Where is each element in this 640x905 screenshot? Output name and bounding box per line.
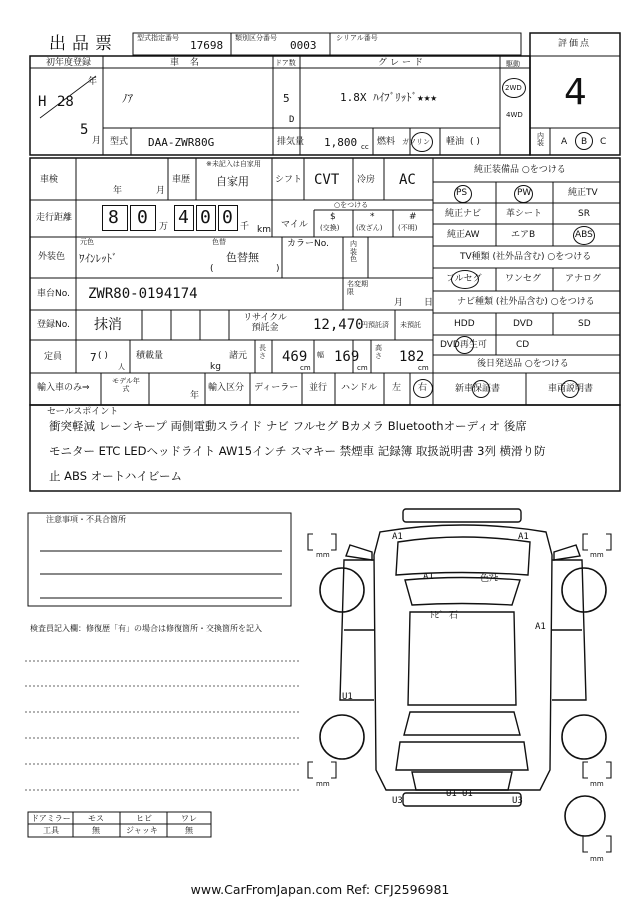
reg-no-label: 登録No.	[37, 320, 70, 330]
chassis-value: ZWR80-0194174	[88, 286, 198, 302]
interior-b: B	[581, 137, 588, 147]
equip-abs-circle	[573, 226, 595, 245]
drive-2wd: 2WD	[505, 84, 522, 92]
navi-cd: CD	[516, 340, 530, 350]
repaint-paren-open: (	[210, 264, 214, 274]
color-label: 外装色	[38, 252, 66, 262]
mirror-label: ドアミラー	[31, 814, 71, 823]
bracket-marks	[308, 534, 611, 852]
repaint-paren-close: )	[276, 264, 280, 274]
height-cm: cm	[418, 364, 429, 372]
docs-header: 後日発送品 ○をつける	[477, 359, 569, 369]
displacement: 1,800	[324, 136, 358, 149]
recycle-none: 未預託	[400, 321, 421, 329]
damage-mark: A1	[392, 532, 403, 542]
circle-note: ○をつける	[334, 201, 369, 209]
tamper-symbol: *	[370, 212, 375, 222]
damage-mark: 色ｱｾ	[480, 574, 499, 584]
color-no-label: カラーNo.	[287, 239, 329, 249]
orig-color: ﾜｲﾝﾚｯﾄﾞ	[79, 252, 118, 265]
mm-unit: mm	[316, 551, 330, 559]
jack-label: ジャッキ	[126, 826, 158, 835]
expiry-month-unit: 月	[394, 298, 404, 308]
interior-a: A	[561, 137, 568, 147]
tv-analog: アナログ	[565, 274, 602, 284]
length-cm: cm	[300, 364, 311, 372]
mileage-digit: 0	[137, 207, 148, 228]
equip-genuine-aw: 純正AW	[447, 230, 480, 240]
serial-label: シリアル番号	[336, 34, 378, 42]
equip-abs: ABS	[575, 230, 593, 240]
model-no-label: 型式指定番号	[137, 34, 179, 42]
handle-left: 左	[392, 383, 402, 393]
dims-label: 諸元	[229, 351, 248, 361]
inspection-label: 車検	[40, 175, 59, 185]
name-expiry-label: 名変期限	[347, 280, 368, 296]
mile-unit: マイル	[281, 220, 308, 230]
doors: 5	[283, 92, 290, 105]
length-value: 469	[282, 349, 308, 365]
drive-2wd-circle	[502, 78, 526, 98]
sales-line-3: 止 ABS オートハイビーム	[49, 469, 182, 483]
grade-label: グレード	[378, 58, 427, 68]
equip-sr: SR	[578, 209, 590, 219]
width-value: 169	[334, 349, 360, 365]
equip-ps: PS	[456, 188, 468, 198]
fuel-diesel: 軽油	[446, 137, 465, 147]
shift-value: CVT	[314, 172, 340, 188]
sales-line-1: 衝突軽減 レーンキープ 両側電動スライド ナビ フルセグ Bカメラ Bluetoothオーディオ 後席	[49, 419, 527, 433]
door-type: D	[289, 115, 295, 125]
unregistered-note: ※未記入は自家用	[206, 160, 261, 168]
sales-label: セールスポイント	[47, 407, 119, 417]
man-unit: 万	[159, 222, 169, 232]
interior-c: C	[600, 137, 607, 147]
docs-manual-circle	[561, 380, 579, 398]
model-year-label: モデル年式	[112, 377, 140, 394]
load-label: 積載量	[136, 351, 164, 361]
damage-mark: U1	[446, 789, 457, 799]
mm-unit: mm	[590, 855, 604, 863]
type: DAA-ZWR80G	[148, 136, 215, 149]
sales-line-2: モニター ETC LEDヘッドライト AW15インチ スマキー 禁煙車 記録簿 取扱説明書 3列 横滑り防	[49, 444, 546, 458]
footer-watermark: www.CarFromJapan.com Ref: CFJ2596981	[190, 882, 450, 897]
width-label: 幅	[317, 351, 324, 359]
damage-mark: A1	[535, 622, 546, 632]
parallel-option: 並行	[309, 383, 328, 393]
tools-label: 工具	[43, 826, 59, 835]
dealer-option: ディーラー	[254, 383, 299, 393]
model-no: 17698	[190, 39, 224, 52]
damage-mark: U3	[512, 796, 523, 806]
recycle-label: リサイクル預託金	[243, 313, 287, 333]
import-type-label: 輸入区分	[208, 383, 245, 393]
tamper-text: (改ざん)	[356, 224, 383, 232]
interior-color-label: 内装色	[350, 240, 357, 264]
navi-hdd: HDD	[454, 319, 475, 329]
equip-pw-circle	[514, 185, 533, 203]
grade: 1.8X ﾊｲﾌﾞﾘｯﾄﾞ★★★	[340, 91, 437, 104]
mileage-digit: 0	[200, 207, 211, 228]
score-value: 4	[564, 72, 587, 113]
handle-label: ハンドル	[341, 383, 378, 393]
km-unit: km	[257, 225, 271, 235]
tv-header: TV種類 (社外品含む) ○をつける	[460, 252, 592, 262]
mm-unit: mm	[316, 780, 330, 788]
expiry-day-unit: 日	[424, 298, 434, 308]
ac-value: AC	[399, 172, 416, 188]
handle-right-circle	[413, 379, 433, 398]
handle-right: 右	[418, 383, 428, 393]
inspection-year-unit: 年	[113, 186, 123, 196]
damage-mark: A1	[518, 532, 529, 542]
mileage-digits	[102, 205, 257, 231]
swap-symbol: $	[330, 212, 336, 222]
shift-label: シフト	[275, 175, 303, 185]
interior-b-circle	[575, 132, 593, 150]
score-label: 評価点	[558, 39, 592, 49]
navi-dvd-play: DVD再生可	[440, 340, 487, 350]
docs-warranty-circle	[472, 380, 490, 398]
damage-mark: U1	[342, 692, 353, 702]
cc-unit: cc	[361, 143, 369, 151]
form-title: 出品票	[49, 34, 118, 54]
import-label: 輸入車のみ⇒	[37, 383, 90, 393]
height-label: 高さ	[375, 344, 382, 360]
fuel-label: 燃料	[377, 137, 396, 147]
docs-manual: 車両説明書	[548, 384, 594, 394]
fuel-gas-circle	[411, 132, 433, 152]
caution-label: 注意事項・不具合箇所	[46, 515, 126, 524]
orig-color-label: 元色	[80, 238, 94, 246]
tv-fullseg: フルセグ	[446, 274, 482, 284]
equip-airbag: エアB	[511, 230, 536, 240]
repaint-value: 色替無	[226, 251, 259, 264]
model-year-unit: 年	[190, 391, 200, 401]
doors-label: ドア数	[275, 59, 296, 67]
mileage-digit: 8	[108, 207, 119, 228]
category-no: 0003	[290, 39, 317, 52]
height-value: 182	[399, 349, 425, 365]
length-label: 長さ	[259, 344, 266, 360]
recycle-value: 12,470	[313, 317, 364, 333]
first-reg-month: 5	[80, 122, 89, 138]
type-label: 型式	[110, 137, 129, 147]
navi-dvd-play-circle	[455, 336, 474, 354]
inspector-label: 検査員記入欄：修復歴「有」の場合は修復箇所・交換箇所を記入	[30, 624, 262, 633]
displacement-label: 排気量	[277, 137, 305, 147]
interior-label: 内装	[537, 132, 544, 147]
inspection-month-unit: 月	[156, 186, 166, 196]
navi-header: ナビ種類 (社外品含む) ○をつける	[457, 297, 595, 307]
capacity-paren: ( )	[98, 351, 108, 361]
equip-header: 純正装備品 ○をつける	[474, 165, 566, 175]
jack-value: 無	[185, 826, 193, 835]
first-reg-year: 28	[57, 94, 74, 110]
drive-label: 駆動	[506, 60, 520, 68]
history-label: 車歴	[172, 175, 191, 185]
car-name-label: 車 名	[170, 58, 203, 68]
drive-4wd: 4WD	[506, 111, 523, 119]
damage-mark: ﾄﾋﾞ 石	[430, 611, 458, 621]
reg-no-value: 抹消	[94, 317, 122, 333]
equip-genuine-tv: 純正TV	[568, 188, 598, 198]
car-name: ﾉｱ	[122, 92, 133, 105]
damage-mark: U3	[392, 796, 403, 806]
mm-unit: mm	[590, 780, 604, 788]
break-label: ワレ	[181, 814, 197, 823]
equip-genuine-navi: 純正ナビ	[445, 209, 482, 219]
kg-unit: kg	[210, 362, 221, 372]
width-cm: cm	[357, 364, 368, 372]
capacity-unit: 人	[118, 363, 125, 371]
recycle-unit: 円預託済	[361, 321, 389, 329]
chassis-label: 車台No.	[37, 289, 70, 299]
equip-ps-circle	[454, 185, 472, 203]
mm-unit: mm	[590, 551, 604, 559]
sen-unit: 千	[240, 222, 250, 232]
car-diagram	[340, 509, 586, 806]
unknown-symbol: #	[409, 212, 417, 222]
category-no-label: 類別区分番号	[235, 34, 277, 42]
fuel-paren: ( )	[470, 137, 480, 147]
history-value: 自家用	[216, 175, 249, 188]
ac-label: 冷房	[357, 175, 376, 185]
navi-sd: SD	[578, 319, 591, 329]
capacity-label: 定員	[44, 352, 63, 362]
damage-mark: A1	[423, 572, 434, 582]
mileage-label: 走行距離	[36, 213, 73, 223]
fuel-gas: ガソリン	[402, 138, 430, 146]
swap-text: (交換)	[320, 224, 340, 232]
equip-leather: 革シート	[506, 209, 543, 219]
crack-label: ヒビ	[136, 814, 152, 823]
year-unit: 年	[88, 77, 98, 87]
capacity-value: 7	[90, 351, 97, 364]
unknown-text: (不明)	[398, 224, 418, 232]
mileage-digit: 0	[222, 207, 233, 228]
tv-fullseg-circle	[451, 270, 479, 289]
mirror-value: モス	[88, 814, 104, 823]
navi-dvd: DVD	[513, 319, 533, 329]
repaint-label: 色替	[212, 238, 226, 246]
damage-mark: U1	[462, 789, 473, 799]
era: H	[38, 94, 47, 110]
first-reg-label: 初年度登録	[46, 58, 92, 68]
tv-oneseg: ワンセグ	[505, 274, 542, 284]
mileage-digit: 4	[178, 207, 189, 228]
month-unit: 月	[92, 136, 102, 146]
equip-pw: PW	[517, 188, 532, 198]
docs-warranty: 新車保証書	[455, 384, 501, 394]
tools-value: 無	[92, 826, 100, 835]
